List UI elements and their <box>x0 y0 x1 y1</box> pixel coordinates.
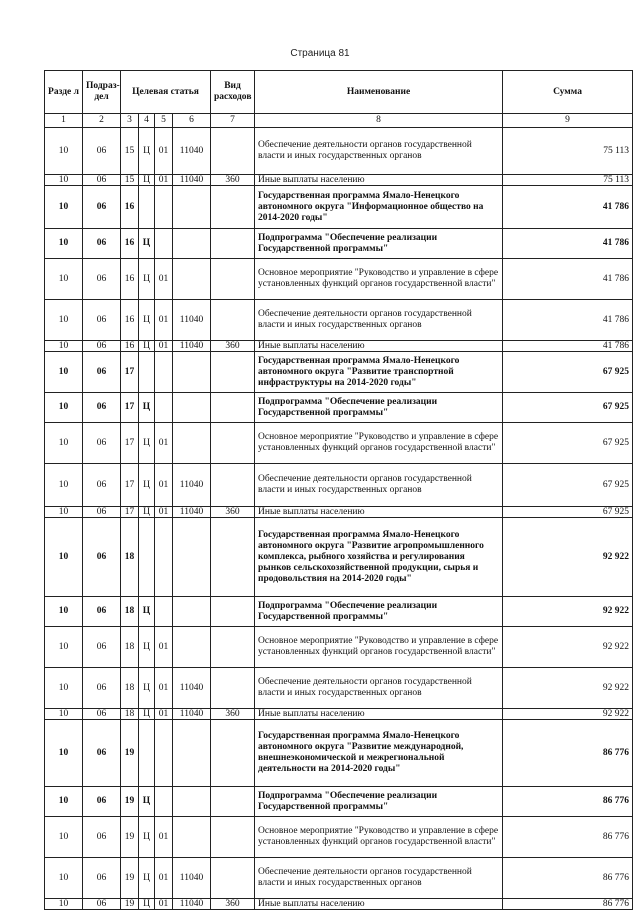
item-name-cell: Иные выплаты населению <box>255 899 503 910</box>
program-code-cell: 18 <box>121 597 139 627</box>
table-row <box>45 720 633 787</box>
event-code-cell: 01 <box>155 627 173 668</box>
expense-type-cell <box>211 518 255 597</box>
subprogram-code-cell: Ц <box>139 175 155 186</box>
podrazdel-cell: 06 <box>83 668 121 709</box>
amount-cell: 92 922 <box>503 518 633 597</box>
amount-cell: 41 786 <box>503 300 633 341</box>
razdel-cell: 10 <box>45 352 83 393</box>
expense-type-cell <box>211 627 255 668</box>
program-code-cell: 17 <box>121 352 139 393</box>
expense-type-cell: 360 <box>211 899 255 910</box>
razdel-cell: 10 <box>45 518 83 597</box>
event-code-cell: 01 <box>155 899 173 910</box>
razdel-cell: 10 <box>45 393 83 423</box>
razdel-cell: 10 <box>45 300 83 341</box>
amount-cell: 67 925 <box>503 352 633 393</box>
razdel-cell: 10 <box>45 175 83 186</box>
razdel-cell: 10 <box>45 627 83 668</box>
subprogram-code-cell: Ц <box>139 858 155 899</box>
table-row <box>45 186 633 229</box>
program-code-cell: 18 <box>121 627 139 668</box>
direction-code-cell <box>173 787 211 817</box>
column-number: 2 <box>83 114 121 128</box>
subprogram-code-cell: Ц <box>139 464 155 507</box>
podrazdel-cell: 06 <box>83 300 121 341</box>
direction-code-cell: 11040 <box>173 300 211 341</box>
subprogram-code-cell <box>139 720 155 787</box>
amount-cell: 86 776 <box>503 858 633 899</box>
razdel-cell: 10 <box>45 787 83 817</box>
table-row <box>45 341 633 352</box>
expense-type-cell <box>211 668 255 709</box>
subprogram-code-cell: Ц <box>139 423 155 464</box>
program-code-cell: 16 <box>121 300 139 341</box>
program-code-cell: 17 <box>121 423 139 464</box>
event-code-cell <box>155 787 173 817</box>
table-row <box>45 858 633 899</box>
direction-code-cell <box>173 627 211 668</box>
expense-type-cell <box>211 787 255 817</box>
direction-code-cell <box>173 393 211 423</box>
header-razdel: Разде л <box>45 71 83 114</box>
direction-code-cell <box>173 817 211 858</box>
program-code-cell: 19 <box>121 720 139 787</box>
expense-type-cell <box>211 423 255 464</box>
item-name-cell: Подпрограмма "Обеспечение реализации Государственной программы" <box>255 597 503 627</box>
razdel-cell: 10 <box>45 858 83 899</box>
direction-code-cell <box>173 352 211 393</box>
item-name-cell: Иные выплаты населению <box>255 507 503 518</box>
razdel-cell: 10 <box>45 507 83 518</box>
direction-code-cell: 11040 <box>173 899 211 910</box>
direction-code-cell: 11040 <box>173 858 211 899</box>
razdel-cell: 10 <box>45 186 83 229</box>
podrazdel-cell: 06 <box>83 507 121 518</box>
subprogram-code-cell: Ц <box>139 128 155 175</box>
razdel-cell: 10 <box>45 597 83 627</box>
direction-code-cell <box>173 259 211 300</box>
razdel-cell: 10 <box>45 817 83 858</box>
subprogram-code-cell <box>139 186 155 229</box>
program-code-cell: 17 <box>121 464 139 507</box>
subprogram-code-cell: Ц <box>139 597 155 627</box>
header-target: Целевая статья <box>121 71 211 114</box>
subprogram-code-cell: Ц <box>139 787 155 817</box>
direction-code-cell: 11040 <box>173 507 211 518</box>
podrazdel-cell: 06 <box>83 175 121 186</box>
program-code-cell: 18 <box>121 709 139 720</box>
item-name-cell: Основное мероприятие "Руководство и управление в сфере установленных функций органов государственной власти" <box>255 817 503 858</box>
amount-cell: 67 925 <box>503 464 633 507</box>
expense-type-cell <box>211 352 255 393</box>
program-code-cell: 19 <box>121 858 139 899</box>
item-name-cell: Основное мероприятие "Руководство и управление в сфере установленных функций органов государственной власти" <box>255 627 503 668</box>
item-name-cell: Иные выплаты населению <box>255 175 503 186</box>
amount-cell: 75 113 <box>503 175 633 186</box>
column-number: 6 <box>173 114 211 128</box>
program-code-cell: 18 <box>121 668 139 709</box>
event-code-cell: 01 <box>155 128 173 175</box>
item-name-cell: Подпрограмма "Обеспечение реализации Государственной программы" <box>255 393 503 423</box>
column-number: 8 <box>255 114 503 128</box>
event-code-cell: 01 <box>155 259 173 300</box>
razdel-cell: 10 <box>45 229 83 259</box>
event-code-cell <box>155 518 173 597</box>
podrazdel-cell: 06 <box>83 393 121 423</box>
page-label: Страница 81 <box>290 48 350 59</box>
amount-cell: 86 776 <box>503 817 633 858</box>
item-name-cell: Основное мероприятие "Руководство и управление в сфере установленных функций органов государственной власти" <box>255 423 503 464</box>
podrazdel-cell: 06 <box>83 259 121 300</box>
item-name-cell: Государственная программа Ямало-Ненецкого автономного округа "Развитие транспортной инфраструктуры на 2014-2020 годы" <box>255 352 503 393</box>
program-code-cell: 18 <box>121 518 139 597</box>
program-code-cell: 19 <box>121 899 139 910</box>
program-code-cell: 17 <box>121 507 139 518</box>
column-number-row <box>45 114 633 128</box>
razdel-cell: 10 <box>45 899 83 910</box>
column-number: 5 <box>155 114 173 128</box>
amount-cell: 92 922 <box>503 627 633 668</box>
item-name-cell: Подпрограмма "Обеспечение реализации Государственной программы" <box>255 229 503 259</box>
direction-code-cell: 11040 <box>173 709 211 720</box>
podrazdel-cell: 06 <box>83 518 121 597</box>
event-code-cell: 01 <box>155 817 173 858</box>
budget-table <box>44 70 633 910</box>
item-name-cell: Обеспечение деятельности органов государственной власти и иных государственных органов <box>255 464 503 507</box>
direction-code-cell: 11040 <box>173 175 211 186</box>
event-code-cell: 01 <box>155 423 173 464</box>
table-row <box>45 507 633 518</box>
item-name-cell: Обеспечение деятельности органов государственной власти и иных государственных органов <box>255 858 503 899</box>
direction-code-cell <box>173 518 211 597</box>
item-name-cell: Основное мероприятие "Руководство и управление в сфере установленных функций органов государственной власти" <box>255 259 503 300</box>
table-row <box>45 128 633 175</box>
table-row <box>45 423 633 464</box>
program-code-cell: 16 <box>121 341 139 352</box>
expense-type-cell <box>211 464 255 507</box>
expense-type-cell <box>211 858 255 899</box>
table-row <box>45 518 633 597</box>
razdel-cell: 10 <box>45 423 83 464</box>
item-name-cell: Иные выплаты населению <box>255 341 503 352</box>
item-name-cell: Обеспечение деятельности органов государственной власти и иных государственных органов <box>255 668 503 709</box>
direction-code-cell: 11040 <box>173 668 211 709</box>
subprogram-code-cell: Ц <box>139 229 155 259</box>
expense-type-cell <box>211 229 255 259</box>
amount-cell: 92 922 <box>503 709 633 720</box>
table-row <box>45 597 633 627</box>
amount-cell: 86 776 <box>503 899 633 910</box>
program-code-cell: 16 <box>121 229 139 259</box>
table-row <box>45 899 633 910</box>
razdel-cell: 10 <box>45 341 83 352</box>
event-code-cell: 01 <box>155 668 173 709</box>
event-code-cell <box>155 352 173 393</box>
table-row <box>45 300 633 341</box>
program-code-cell: 16 <box>121 186 139 229</box>
expense-type-cell: 360 <box>211 709 255 720</box>
expense-type-cell <box>211 186 255 229</box>
table-row <box>45 175 633 186</box>
expense-type-cell <box>211 817 255 858</box>
razdel-cell: 10 <box>45 464 83 507</box>
subprogram-code-cell: Ц <box>139 393 155 423</box>
table-row <box>45 787 633 817</box>
table-row <box>45 229 633 259</box>
amount-cell: 67 925 <box>503 507 633 518</box>
expense-type-cell: 360 <box>211 507 255 518</box>
program-code-cell: 16 <box>121 259 139 300</box>
podrazdel-cell: 06 <box>83 229 121 259</box>
expense-type-cell <box>211 597 255 627</box>
subprogram-code-cell: Ц <box>139 817 155 858</box>
expense-type-cell: 360 <box>211 341 255 352</box>
expense-type-cell <box>211 128 255 175</box>
header-row <box>45 71 633 114</box>
header-podrazdel: Подраз- дел <box>83 71 121 114</box>
event-code-cell <box>155 720 173 787</box>
event-code-cell: 01 <box>155 341 173 352</box>
column-number: 7 <box>211 114 255 128</box>
direction-code-cell: 11040 <box>173 341 211 352</box>
column-number: 1 <box>45 114 83 128</box>
razdel-cell: 10 <box>45 668 83 709</box>
podrazdel-cell: 06 <box>83 464 121 507</box>
table-row <box>45 393 633 423</box>
podrazdel-cell: 06 <box>83 341 121 352</box>
subprogram-code-cell: Ц <box>139 709 155 720</box>
table-row <box>45 709 633 720</box>
column-number: 9 <box>503 114 633 128</box>
podrazdel-cell: 06 <box>83 709 121 720</box>
expense-type-cell <box>211 720 255 787</box>
event-code-cell <box>155 229 173 259</box>
podrazdel-cell: 06 <box>83 128 121 175</box>
item-name-cell: Государственная программа Ямало-Ненецкого автономного округа "Развитие международной, внешнеэкономической и межрегиональной деятельности на 2014-2020 годы" <box>255 720 503 787</box>
column-number: 4 <box>139 114 155 128</box>
program-code-cell: 15 <box>121 175 139 186</box>
amount-cell: 92 922 <box>503 597 633 627</box>
event-code-cell: 01 <box>155 858 173 899</box>
subprogram-code-cell: Ц <box>139 899 155 910</box>
subprogram-code-cell <box>139 352 155 393</box>
podrazdel-cell: 06 <box>83 817 121 858</box>
subprogram-code-cell: Ц <box>139 300 155 341</box>
header-name: Наименование <box>255 71 503 114</box>
expense-type-cell <box>211 259 255 300</box>
item-name-cell: Обеспечение деятельности органов государственной власти и иных государственных органов <box>255 300 503 341</box>
subprogram-code-cell: Ц <box>139 627 155 668</box>
event-code-cell: 01 <box>155 507 173 518</box>
item-name-cell: Государственная программа Ямало-Ненецкого автономного округа "Информационное общество на 2014-2020 годы" <box>255 186 503 229</box>
expense-type-cell: 360 <box>211 175 255 186</box>
podrazdel-cell: 06 <box>83 627 121 668</box>
razdel-cell: 10 <box>45 720 83 787</box>
razdel-cell: 10 <box>45 128 83 175</box>
podrazdel-cell: 06 <box>83 899 121 910</box>
item-name-cell: Государственная программа Ямало-Ненецкого автономного округа "Развитие агропромышленного комплекса, рыбного хозяйства и регулирования рынков сельскохозяйственной продукции, сырья и продовольствия на 2014-2020 годы" <box>255 518 503 597</box>
direction-code-cell <box>173 186 211 229</box>
podrazdel-cell: 06 <box>83 423 121 464</box>
event-code-cell: 01 <box>155 464 173 507</box>
event-code-cell <box>155 393 173 423</box>
subprogram-code-cell: Ц <box>139 259 155 300</box>
amount-cell: 86 776 <box>503 787 633 817</box>
razdel-cell: 10 <box>45 709 83 720</box>
amount-cell: 41 786 <box>503 229 633 259</box>
razdel-cell: 10 <box>45 259 83 300</box>
expense-type-cell <box>211 393 255 423</box>
direction-code-cell: 11040 <box>173 128 211 175</box>
event-code-cell: 01 <box>155 709 173 720</box>
table-body <box>45 128 633 910</box>
podrazdel-cell: 06 <box>83 186 121 229</box>
table-row <box>45 464 633 507</box>
amount-cell: 75 113 <box>503 128 633 175</box>
podrazdel-cell: 06 <box>83 858 121 899</box>
program-code-cell: 19 <box>121 787 139 817</box>
item-name-cell: Подпрограмма "Обеспечение реализации Государственной программы" <box>255 787 503 817</box>
item-name-cell: Обеспечение деятельности органов государственной власти и иных государственных органов <box>255 128 503 175</box>
direction-code-cell <box>173 720 211 787</box>
podrazdel-cell: 06 <box>83 597 121 627</box>
table-row <box>45 352 633 393</box>
table-row <box>45 627 633 668</box>
amount-cell: 41 786 <box>503 186 633 229</box>
subprogram-code-cell: Ц <box>139 668 155 709</box>
direction-code-cell: 11040 <box>173 464 211 507</box>
event-code-cell <box>155 597 173 627</box>
amount-cell: 41 786 <box>503 259 633 300</box>
program-code-cell: 19 <box>121 817 139 858</box>
direction-code-cell <box>173 229 211 259</box>
header-vid: Вид расходов <box>211 71 255 114</box>
column-number: 3 <box>121 114 139 128</box>
amount-cell: 86 776 <box>503 720 633 787</box>
table-row <box>45 259 633 300</box>
expense-type-cell <box>211 300 255 341</box>
podrazdel-cell: 06 <box>83 787 121 817</box>
amount-cell: 41 786 <box>503 341 633 352</box>
program-code-cell: 15 <box>121 128 139 175</box>
table-row <box>45 817 633 858</box>
amount-cell: 67 925 <box>503 393 633 423</box>
subprogram-code-cell: Ц <box>139 341 155 352</box>
podrazdel-cell: 06 <box>83 720 121 787</box>
event-code-cell <box>155 186 173 229</box>
subprogram-code-cell <box>139 518 155 597</box>
event-code-cell: 01 <box>155 175 173 186</box>
podrazdel-cell: 06 <box>83 352 121 393</box>
amount-cell: 67 925 <box>503 423 633 464</box>
direction-code-cell <box>173 423 211 464</box>
amount-cell: 92 922 <box>503 668 633 709</box>
event-code-cell: 01 <box>155 300 173 341</box>
table-row <box>45 668 633 709</box>
item-name-cell: Иные выплаты населению <box>255 709 503 720</box>
program-code-cell: 17 <box>121 393 139 423</box>
direction-code-cell <box>173 597 211 627</box>
subprogram-code-cell: Ц <box>139 507 155 518</box>
header-sum: Сумма <box>503 71 633 114</box>
